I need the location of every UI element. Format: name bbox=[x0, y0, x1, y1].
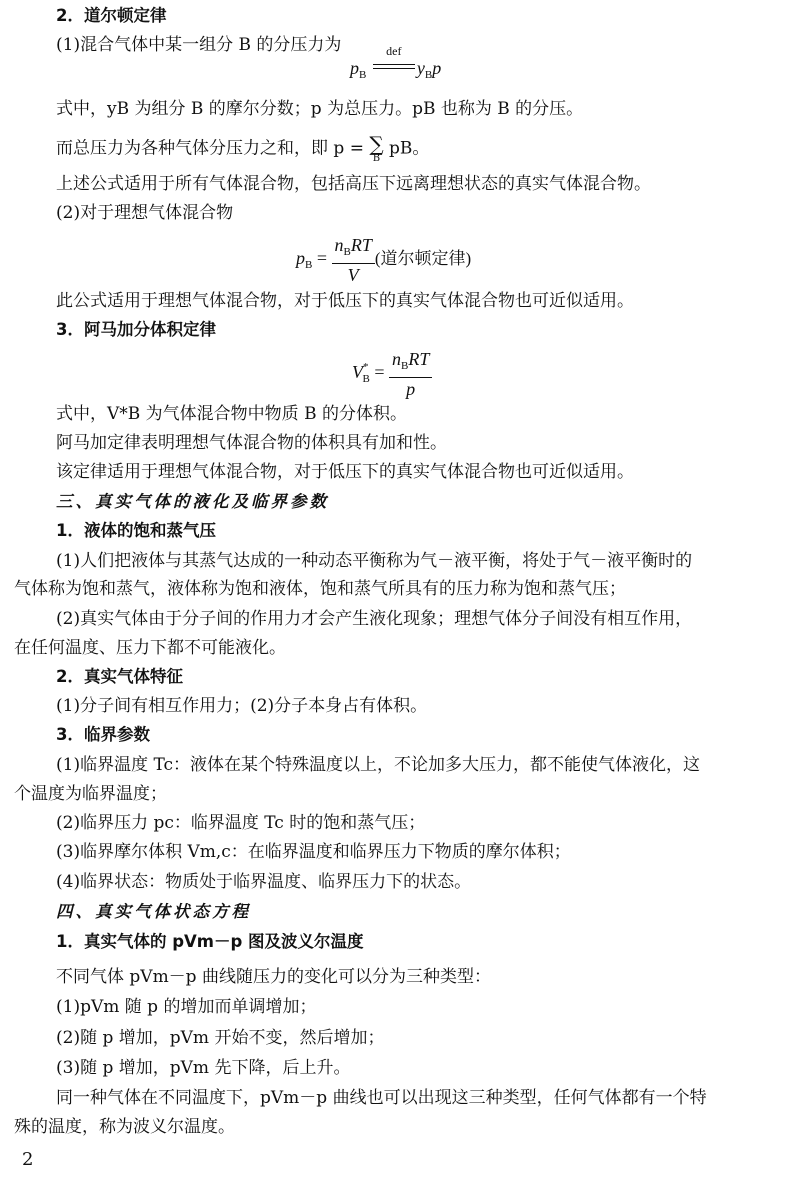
formula3-den: p bbox=[406, 379, 416, 399]
paragraph-boyle-a: 同一种气体在不同温度下，pVm－p 曲线也可以出现这三种类型，任何气体都有一个特 bbox=[56, 1088, 707, 1108]
page-number: 2 bbox=[22, 1149, 34, 1170]
paragraph-vapor-2b: 在任何温度、压力下都不可能液化。 bbox=[14, 638, 286, 658]
dalton-note-1: 式中，yB 为组分 B 的摩尔分数；p 为总压力。pB 也称为 B 的分压。 bbox=[56, 99, 584, 119]
note2-pre: 而总压力为各种气体分压力之和，即 p = bbox=[56, 138, 370, 159]
paragraph-critical-state: (4)临界状态：物质处于临界温度、临界压力下的状态。 bbox=[56, 872, 472, 892]
paragraph-curve-types: 不同气体 pVm－p 曲线随压力的变化可以分为三种类型： bbox=[56, 967, 491, 987]
dalton-item-1: (1)混合气体中某一组分 B 的分压力为 bbox=[56, 35, 342, 55]
formula2-num-n: n bbox=[334, 235, 344, 255]
formula3-lhs-sub: B bbox=[362, 373, 370, 386]
formula3-num-n: n bbox=[392, 349, 401, 369]
amagat-note-1: 式中，V*B 为气体混合物中物质 B 的分体积。 bbox=[56, 404, 407, 424]
part-title-liquefaction: 三、真实气体的液化及临界参数 bbox=[56, 492, 329, 511]
formula2-lhs: p bbox=[296, 248, 305, 269]
formula-partial-pressure bbox=[350, 44, 442, 81]
formula3-num-rest: RT bbox=[408, 349, 430, 369]
formula-dalton-ideal: $p_B$ = $\frac{n_BRT}{V}$ (道尔顿定律) bbox=[296, 235, 472, 285]
formula1-y: y bbox=[416, 58, 425, 78]
heading-critical-params: 3．临界参数 bbox=[56, 725, 150, 744]
paragraph-type-2: (2)随 p 增加，pVm 开始不变，然后增加； bbox=[56, 1028, 385, 1048]
paragraph-critical-volume: (3)临界摩尔体积 Vm,c：在临界温度和临界压力下物质的摩尔体积； bbox=[56, 842, 571, 862]
part-title-equation-of-state: 四、真实气体状态方程 bbox=[56, 902, 251, 921]
dalton-note-2 bbox=[56, 134, 429, 164]
amagat-note-3: 该定律适用于理想气体混合物，对于低压下的真实气体混合物也可近似适用。 bbox=[56, 462, 634, 482]
sum-index: B bbox=[372, 153, 381, 164]
formula2-num-rest: RT bbox=[350, 235, 372, 255]
formula2-fraction bbox=[332, 234, 375, 286]
formula2-num-sub: B bbox=[343, 246, 351, 258]
paragraph-vapor-2a: (2)真实气体由于分子间的作用力才会产生液化现象；理想气体分子间没有相互作用， bbox=[56, 609, 693, 629]
formula3-fraction bbox=[389, 348, 432, 400]
formula2-den: V bbox=[347, 265, 359, 285]
paragraph-type-3: (3)随 p 增加，pVm 先下降，后上升。 bbox=[56, 1058, 351, 1078]
formula1-y-sub: B bbox=[424, 69, 433, 81]
formula1-lhs-sub: B bbox=[359, 69, 367, 81]
paragraph-type-1: (1)pVm 随 p 的增加而单调增加； bbox=[56, 997, 317, 1017]
heading-vapor-pressure: 1．液体的饱和蒸气压 bbox=[56, 521, 216, 540]
paragraph-critical-pressure: (2)临界压力 pc：临界温度 Tc 时的饱和蒸气压； bbox=[56, 813, 426, 833]
def-equals-sign bbox=[371, 44, 417, 76]
formula3-num-sub: B bbox=[401, 360, 409, 372]
paragraph-boyle-b: 殊的温度，称为波义尔温度。 bbox=[14, 1117, 235, 1137]
formula3-lhs-sup: * bbox=[363, 361, 369, 374]
paragraph-vapor-1a: (1)人们把液体与其蒸气达成的一种动态平衡称为气－液平衡，将处于气－液平衡时的 bbox=[56, 551, 693, 571]
formula-amagat: $V^*_B$ = $\frac{n_BRT}{p}$ bbox=[352, 348, 432, 400]
note2-post: pB。 bbox=[389, 138, 430, 159]
formula2-lhs-sub: B bbox=[305, 259, 313, 272]
paragraph-vapor-1b: 气体称为饱和蒸气，液体称为饱和液体，饱和蒸气所具有的压力称为饱和蒸气压； bbox=[14, 579, 626, 599]
paragraph-critical-temp-b: 个温度为临界温度； bbox=[14, 784, 167, 804]
summation-symbol: ∑ B bbox=[369, 132, 384, 164]
dalton-note-3: 上述公式适用于所有气体混合物，包括高压下远离理想状态的真实气体混合物。 bbox=[56, 174, 651, 194]
formula3-lhs: V bbox=[352, 362, 363, 383]
section-heading-dalton: 2．道尔顿定律 bbox=[56, 6, 167, 25]
formula1-p: p bbox=[432, 58, 442, 78]
heading-real-gas-features: 2．真实气体特征 bbox=[56, 667, 183, 686]
paragraph-critical-temp-a: (1)临界温度 Tc：液体在某个特殊温度以上，不论加多大压力，都不能使气体液化，这 bbox=[56, 755, 701, 775]
def-label: def bbox=[386, 44, 402, 58]
dalton-note-4: 此公式适用于理想气体混合物，对于低压下的真实气体混合物也可近似适用。 bbox=[56, 291, 634, 311]
formula1-lhs: p bbox=[350, 58, 359, 78]
formula2-tag: (道尔顿定律) bbox=[374, 249, 472, 269]
amagat-note-2: 阿马加定律表明理想气体混合物的体积具有加和性。 bbox=[56, 433, 447, 453]
heading-boyle-temperature: 1．真实气体的 pVm－p 图及波义尔温度 bbox=[56, 932, 364, 951]
dalton-item-2: (2)对于理想气体混合物 bbox=[56, 203, 234, 223]
paragraph-features: (1)分子间有相互作用力；(2)分子本身占有体积。 bbox=[56, 696, 428, 716]
section-heading-amagat: 3．阿马加分体积定律 bbox=[56, 320, 216, 339]
